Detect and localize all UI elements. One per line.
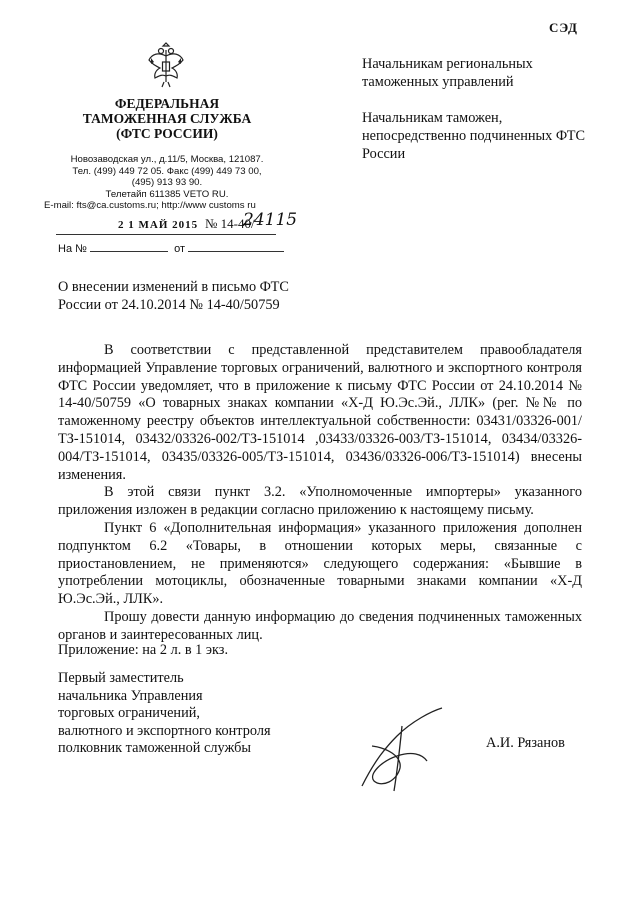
agency-name-block	[42, 96, 292, 141]
agency-telex: Телетайп 611385 VETO RU.	[105, 188, 229, 200]
agency-phone2: (495) 913 93 90.	[131, 177, 203, 189]
body-paragraph-4: Прошу довести данную информацию до сведения подчиненных таможенных органов и заинтересованных лиц.	[58, 608, 582, 643]
signer-title-line: торговых ограничений,	[58, 705, 200, 721]
reference-date-blank	[188, 242, 284, 252]
signer-title-line: начальника Управления	[58, 687, 203, 704]
recipient-1: Начальникам региональных таможенных управлений	[362, 56, 533, 90]
agency-address: Новозаводская ул., д.11/5, Москва, 121087.	[70, 154, 264, 165]
reference-number-label: На №	[58, 243, 87, 255]
agency-abbreviation: (ФТС РОССИИ)	[116, 126, 218, 141]
registration-number-handwritten: 24115	[243, 210, 298, 230]
body-paragraph-2: В этой связи пункт 3.2. «Уполномоченные импортеры» указанного приложения изложен в редакции согласно приложению к настоящему письму.	[58, 484, 582, 519]
signer-title-line: валютного и экспортного контроля	[58, 722, 271, 739]
letter-body	[58, 342, 582, 645]
letter-subject: О внесении изменений в письмо ФТС России от 24.10.2014 № 14-40/50759	[58, 279, 289, 313]
double-headed-eagle-emblem-icon	[146, 42, 186, 88]
registration-number-prefix: № 14-40/	[205, 216, 255, 231]
body-paragraph-1: В соответствии с представленной представителем правообладателя информацией Управление торговых ограничений, валютного и экспортного контроля ФТС России уведомляет, что в приложение к письму ФТС России от 24.10.2014 № 14-40/50759 «О товарных знаках компании «Х-Д Ю.Эс.Эй., ЛЛК» (рег. №№ по таможенному реестру объектов интеллектуальной собственности: 03431/03326-001/ТЗ-151014, 03432/03326-002/ТЗ-151014 ,03433/03326-003/ТЗ-151014, 03434/03326-004/ТЗ-151014, 03435/03326-005/ТЗ-151014, 03436/03326-006/ТЗ-151014) внесены изменения.	[58, 342, 582, 483]
reference-line	[58, 242, 288, 255]
signer-title-line: полковник таможенной службы	[58, 740, 252, 756]
body-paragraph-3: Пункт 6 «Дополнительная информация» указанного приложения дополнен подпунктом 6.2 «Товары, в отношении которых меры, связанные с приостановлением, не применяются» следующего содержания: «Бывшие в употреблении мотоциклы, обозначенные товарными знаками компании «Х-Д Ю.Эс.Эй., ЛЛК».	[58, 519, 582, 608]
document-system-mark: СЭД	[548, 20, 578, 35]
agency-email-web: E-mail: fts@ca.customs.ru; http://www customs ru	[44, 200, 256, 212]
registration-date-stamp: 2 1 МАЙ 2015	[118, 219, 199, 231]
signer-title-block	[58, 670, 318, 758]
registration-underline	[56, 234, 276, 235]
handwritten-signature	[342, 706, 452, 796]
recipient-2: Начальникам таможен, непосредственно подчиненных ФТС России	[362, 110, 586, 162]
attachment-note: Приложение: на 2 л. в 1 экз.	[58, 642, 229, 658]
signer-title-line: Первый заместитель	[58, 670, 184, 686]
agency-contacts	[42, 154, 292, 212]
agency-name-line1: ФЕДЕРАЛЬНАЯ	[114, 96, 220, 111]
agency-phone: Тел. (499) 449 72 05. Факс (499) 449 73 00,	[72, 165, 262, 177]
agency-name-line2: ТАМОЖЕННАЯ СЛУЖБА	[82, 111, 252, 126]
reference-number-blank	[90, 242, 168, 252]
recipients-block	[362, 55, 602, 181]
reference-date-label: от	[174, 243, 186, 255]
signer-name: А.И. Рязанов	[486, 735, 565, 751]
